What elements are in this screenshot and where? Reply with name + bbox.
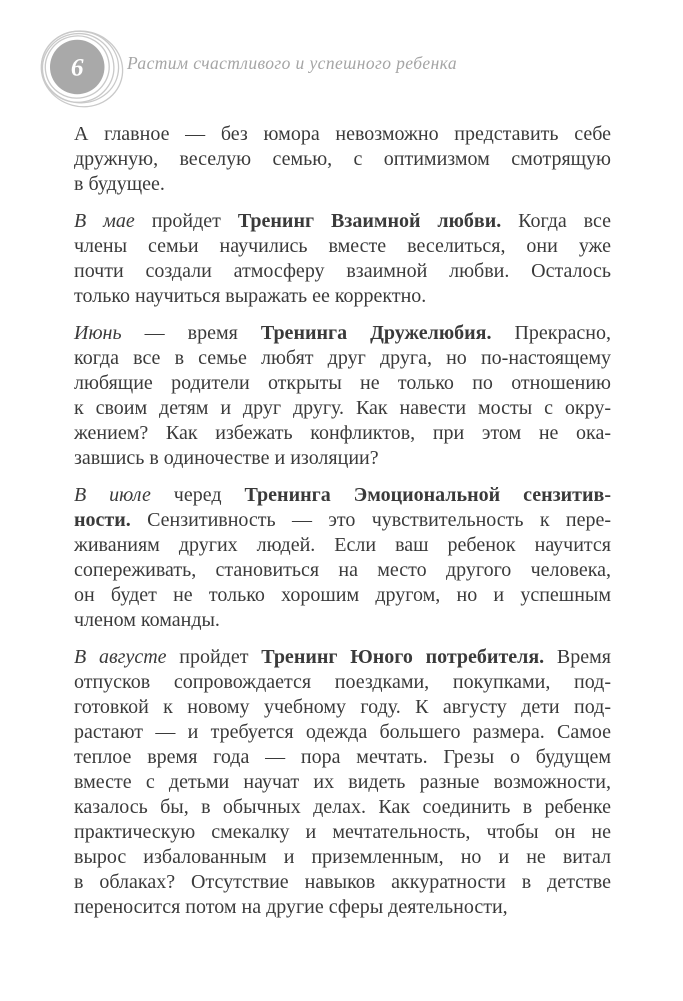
text-line bbox=[74, 284, 611, 309]
text-run: теплое время года — пора мечтать. Грезы о будущем bbox=[74, 746, 611, 768]
text-run: Когда все bbox=[501, 210, 612, 232]
text-line bbox=[74, 396, 611, 421]
paragraph bbox=[74, 122, 611, 197]
text-run: практическую смекалку и мечтательность, чтобы он не bbox=[74, 821, 611, 843]
text-run: пройдет bbox=[166, 646, 262, 668]
text-run: — время bbox=[121, 322, 261, 344]
text-run: дружную, веселую семью, с оптимизмом смотрящую bbox=[74, 148, 611, 170]
text-run: только научиться выражать ее корректно. bbox=[74, 285, 427, 307]
text-line bbox=[74, 421, 611, 446]
text-line bbox=[74, 371, 611, 396]
text-run: В августе bbox=[74, 646, 167, 668]
text-line bbox=[74, 234, 611, 259]
text-run: почти создали атмосферу взаимной любви. Осталось bbox=[74, 260, 611, 282]
paragraph bbox=[74, 209, 611, 309]
text-run: черед bbox=[150, 484, 245, 506]
text-run: жением? Как избежать конфликтов, при этом не ока- bbox=[74, 422, 611, 444]
text-run: Прекрасно, bbox=[491, 322, 611, 344]
text-line bbox=[74, 483, 611, 508]
text-line bbox=[74, 608, 611, 633]
text-run: Сензитивность — это чувствительность к пере- bbox=[130, 509, 611, 531]
text-line bbox=[74, 583, 611, 608]
text-line bbox=[74, 172, 611, 197]
text-run: пройдет bbox=[134, 210, 238, 232]
text-run: В мае bbox=[74, 210, 135, 232]
text-run: когда все в семье любят друг друга, но по-настоящему bbox=[74, 347, 611, 369]
text-line bbox=[74, 346, 611, 371]
text-line bbox=[74, 795, 611, 820]
text-line bbox=[74, 508, 611, 533]
text-run: ности. bbox=[74, 509, 131, 531]
text-line bbox=[74, 321, 611, 346]
text-run: Июнь bbox=[74, 322, 122, 344]
text-run: к своим детям и друг другу. Как навести мосты с окру- bbox=[74, 397, 611, 419]
text-run: отпусков сопровождается поездками, покупками, под- bbox=[74, 671, 611, 693]
text-line bbox=[74, 720, 611, 745]
text-run: казалось бы, в обычных делах. Как соединить в ребенке bbox=[74, 796, 611, 818]
text-line bbox=[74, 147, 611, 172]
page-header bbox=[0, 0, 683, 118]
text-run: переносится потом на другие сферы деятельности, bbox=[74, 896, 508, 918]
text-run: любящие родители открыты не только по отношению bbox=[74, 372, 611, 394]
text-line bbox=[74, 645, 611, 670]
text-line bbox=[74, 895, 611, 920]
text-run: вырос избалованным и приземленным, но и не витал bbox=[74, 846, 611, 868]
text-run: он будет не только хорошим другом, но и успешным bbox=[74, 584, 611, 606]
text-line bbox=[74, 122, 611, 147]
text-line bbox=[74, 533, 611, 558]
text-line bbox=[74, 745, 611, 770]
text-line bbox=[74, 770, 611, 795]
text-run: Тренинга Дружелюбия. bbox=[260, 322, 492, 344]
text-line bbox=[74, 558, 611, 583]
text-run: А главное — без юмора невозможно представить себе bbox=[74, 123, 611, 145]
text-run: членом команды. bbox=[74, 609, 220, 631]
text-line bbox=[74, 670, 611, 695]
text-line bbox=[74, 446, 611, 471]
text-line bbox=[74, 820, 611, 845]
text-run: в облаках? Отсутствие навыков аккуратности в детстве bbox=[74, 871, 611, 893]
page-number: 6 bbox=[70, 53, 84, 82]
text-run: сопереживать, становиться на место другого человека, bbox=[74, 559, 611, 581]
text-line bbox=[74, 845, 611, 870]
text-line bbox=[74, 209, 611, 234]
text-run: живаниям других людей. Если ваш ребенок научится bbox=[74, 534, 611, 556]
text-run: члены семьи научились вместе веселиться, они уже bbox=[74, 235, 611, 257]
paragraph bbox=[74, 483, 611, 633]
text-run: растают — и требуется одежда большего размера. Самое bbox=[74, 721, 611, 743]
text-run: вместе с детьми научат их видеть разные возможности, bbox=[74, 771, 611, 793]
text-run: Тренинга Эмоциональной сензитив- bbox=[244, 484, 611, 506]
page-content bbox=[74, 110, 611, 932]
text-run: Тренинг Юного потребителя. bbox=[261, 646, 545, 668]
scribble-circle-icon bbox=[34, 20, 128, 114]
paragraph bbox=[74, 321, 611, 471]
text-run: В июле bbox=[74, 484, 151, 506]
text-line bbox=[74, 870, 611, 895]
running-title: Растим счастливого и успешного ребенка bbox=[127, 53, 457, 73]
text-run: Время bbox=[544, 646, 612, 668]
text-run: Тренинг Взаимной любви. bbox=[237, 210, 502, 232]
text-run: в будущее. bbox=[74, 173, 165, 195]
paragraph bbox=[74, 645, 611, 920]
text-line bbox=[74, 259, 611, 284]
page-number-badge bbox=[34, 20, 128, 114]
text-line bbox=[74, 695, 611, 720]
text-run: готовкой к новому учебному году. К августу дети под- bbox=[74, 696, 611, 718]
text-run: завшись в одиночестве и изоляции? bbox=[74, 447, 379, 469]
